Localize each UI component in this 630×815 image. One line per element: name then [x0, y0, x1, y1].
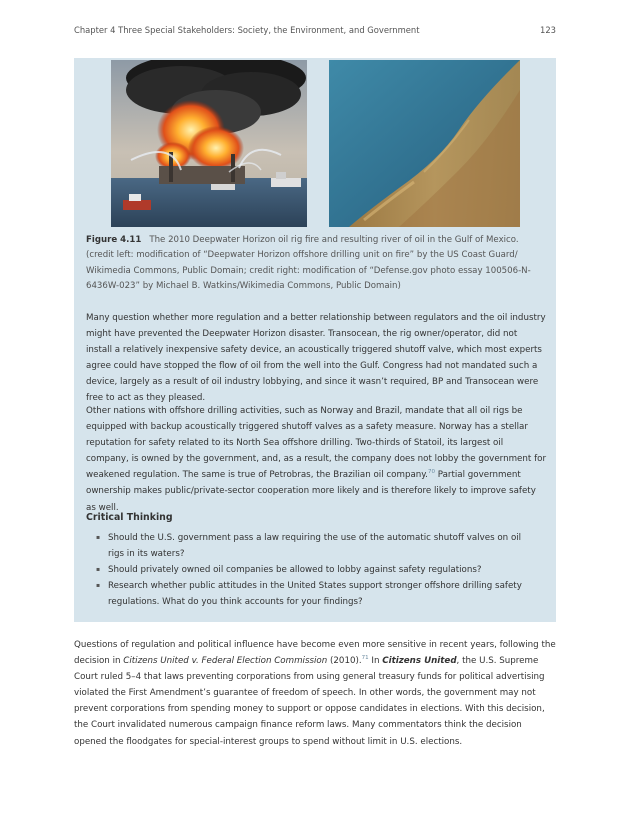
running-header	[74, 25, 556, 35]
figure-caption-text: The 2010 Deepwater Horizon oil rig fire and resulting river of oil in the Gulf of Mexico. (credit left: modification of “Deepwater Horizon offshore drilling unit on fire” by the US Coast Guard/ Wikimedia Commons, Public Domain; credit right: modification of “Defense.gov photo essay 100506-N-6436W-023” by Michael B. Watkins/Wikimedia Commons, Public Domain)	[86, 235, 531, 291]
paragraph-text: Other nations with offshore drilling activities, such as Norway and Brazil, mandate that all oil rigs be equipped with backup acoustically triggered shutoff valves as a safety measure. Norway has a stellar reputation for safety related to its North Sea offshore drilling. Two-thirds of Statoil, its largest oil company, is owned by the government, and, as a result, the company does not lobby the government for weakened regulation. The same is true of Petrobras, the Brazilian oil company.	[86, 406, 547, 481]
paragraph-text: Questions of regulation and political influence have become even more sensitive in recent years, following the decision in	[74, 640, 556, 667]
list-item: ▪ Should the U.S. government pass a law requiring the use of the automatic shutoff valves on oil rigs in its waters?	[96, 530, 536, 562]
oil-rig-fire-photo	[111, 60, 307, 227]
paragraph-text: , the U.S. Supreme Court ruled 5–4 that laws preventing corporations from using general treasury funds for political advertising violated the First Amendment’s guarantee of freedom of speech. In other words, the government may not prevent corporations from spending money to support or oppose candidates in elections. With this decision, the Court invalidated numerous campaign finance reform laws. Many commentators think the decision opened the floodgates for special-interest groups to spend without limit in U.S. elections.	[74, 656, 545, 747]
chapter-title: Chapter 4 Three Special Stakeholders: Society, the Environment, and Government	[74, 25, 420, 35]
paragraph-other-nations	[86, 403, 546, 516]
paragraph-text: In	[368, 656, 383, 667]
figure-caption	[86, 233, 546, 294]
oil-river-photo	[329, 60, 520, 227]
page-number: 123	[540, 25, 556, 35]
figure-label: Figure 4.11	[86, 235, 142, 245]
case-short-name: Citizens United	[382, 656, 457, 667]
case-citation: Citizens United v. Federal Election Commission	[123, 656, 328, 667]
critical-thinking-list	[96, 530, 536, 610]
paragraph-regulation: Many question whether more regulation and a better relationship between regulators and the oil industry might have prevented the Deepwater Horizon disaster. Transocean, the rig owner/operator, did not install a relatively inexpensive safety device, an acoustically triggered shutoff valve, which most experts agree could have stopped the flow of oil from the well into the Gulf. Congress had not mandated such a device, largely as a result of oil industry lobbying, and since it wasn’t required, BP and Transocean were free to act as they pleased.	[86, 313, 546, 404]
list-item: ▪ Should privately owned oil companies be allowed to lobby against safety regulations?	[96, 562, 536, 578]
critical-thinking-title: Critical Thinking	[86, 512, 173, 523]
paragraph-citizens-united	[74, 637, 556, 750]
paragraph-text: (2010).	[327, 656, 362, 667]
list-item: ▪ Research whether public attitudes in the United States support stronger offshore drilling safety regulations. What do you think accounts for your findings?	[96, 578, 536, 610]
footnote-ref-70[interactable]: 70	[427, 469, 435, 476]
paragraph-text: Partial government ownership makes public/private-sector cooperation more likely and is therefore likely to improve safety as well.	[86, 470, 536, 513]
footnote-ref-71[interactable]: 71	[361, 655, 369, 662]
feature-box	[74, 58, 556, 622]
